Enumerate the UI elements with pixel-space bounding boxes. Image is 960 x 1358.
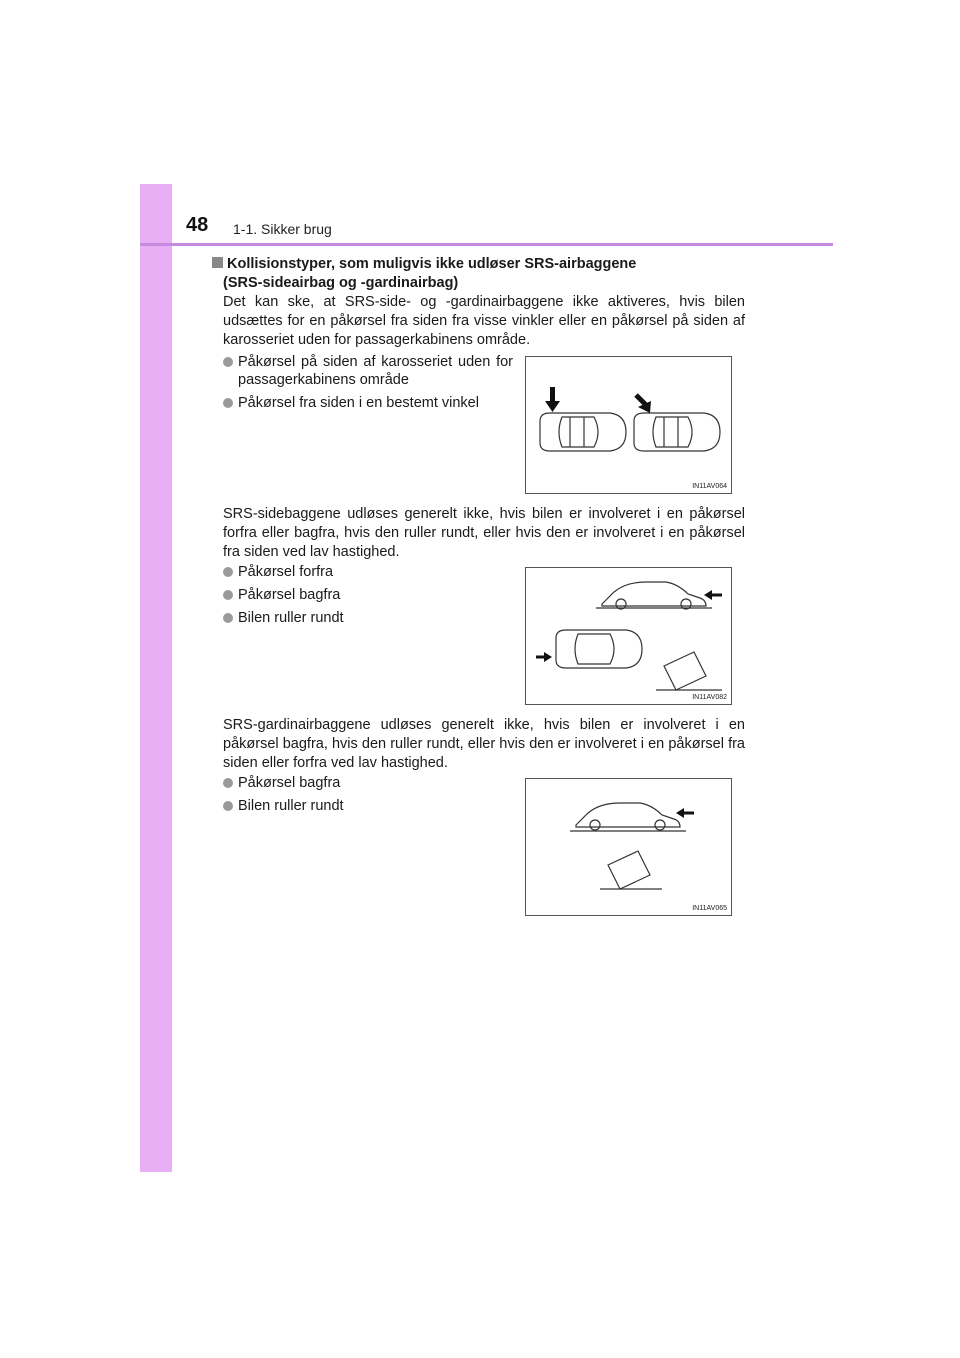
heading-square-icon [212, 257, 223, 268]
bullet-icon [223, 357, 233, 367]
bullet-icon [223, 398, 233, 408]
paragraph-2: SRS-sidebaggene udløses generelt ikke, hvis bilen er involveret i en påkørsel forfra eller bagfra, hvis den ruller rundt, eller hvis den er involveret i en påkørsel fra siden ved lav hastighed. [223, 506, 745, 560]
bullet-list-1 [223, 353, 513, 417]
section-label: 1-1. Sikker brug [233, 221, 332, 237]
section-heading [212, 255, 752, 293]
paragraph-3: SRS-gardinairbaggene udløses generelt ikke, hvis bilen er involveret i en påkørsel bagfra, hvis den ruller rundt, eller hvis den er involveret i en påkørsel fra siden eller forfra ved lav hastighed. [223, 717, 745, 771]
figure-rear-rollover [525, 778, 732, 916]
paragraph-1: Det kan ske, at SRS-side- og -gardinairbaggene ikke aktiveres, hvis bilen udsættes for en påkørsel fra siden fra visse vinkler eller en påkørsel på siden af karosseriet uden for passagerkabinens område. [223, 294, 745, 348]
list-item: Påkørsel fra siden i en bestemt vinkel [223, 394, 513, 412]
car-rear-rollover-icon [526, 779, 731, 915]
bullet-icon [223, 590, 233, 600]
heading-line-2: (SRS-sideairbag og -gardinairbag) [223, 275, 459, 291]
bullet-list-3 [223, 774, 513, 820]
car-front-rear-rollover-icon [526, 568, 731, 704]
bullet-list-2 [223, 563, 513, 632]
page-number: 48 [186, 214, 209, 236]
header-divider [140, 243, 833, 246]
list-item: Bilen ruller rundt [223, 797, 513, 815]
heading-line-1: Kollisionstyper, som muligvis ikke udløser SRS-airbaggene [227, 256, 637, 272]
list-item: Påkørsel bagfra [223, 586, 513, 604]
list-item: Påkørsel forfra [223, 563, 513, 581]
figure-code: IN11AV064 [692, 483, 727, 490]
figure-code: IN11AV082 [692, 694, 727, 701]
figure-front-rear-rollover [525, 567, 732, 705]
list-item: Påkørsel på siden af karosseriet uden for passagerkabinens område [223, 353, 513, 389]
bullet-icon [223, 613, 233, 623]
list-item: Bilen ruller rundt [223, 609, 513, 627]
bullet-icon [223, 778, 233, 788]
bullet-icon [223, 801, 233, 811]
figure-code: IN11AV065 [692, 905, 727, 912]
bullet-icon [223, 567, 233, 577]
chapter-side-tab [140, 184, 172, 1172]
figure-side-impact [525, 356, 732, 494]
list-item: Påkørsel bagfra [223, 774, 513, 792]
car-top-view-side-impact-icon [526, 357, 731, 493]
